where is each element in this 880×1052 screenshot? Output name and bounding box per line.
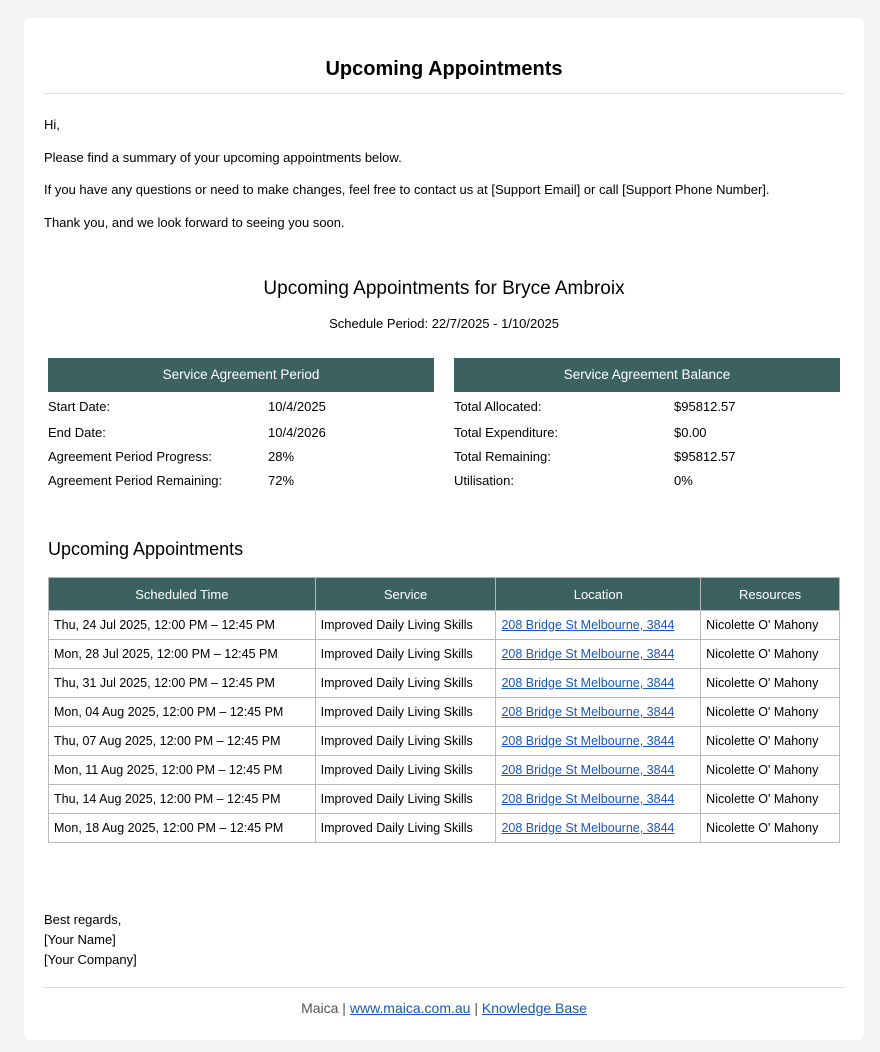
kv-value: 0% — [674, 473, 693, 488]
cell-location — [496, 785, 701, 814]
email-title: Upcoming Appointments — [325, 58, 563, 80]
cell-location — [496, 698, 701, 727]
schedule-period: Schedule Period: 22/7/2025 - 1/10/2025 — [329, 316, 559, 331]
agreement-balance-header: Service Agreement Balance — [454, 358, 840, 392]
cell-service: Improved Daily Living Skills — [315, 640, 496, 669]
cell-location — [496, 756, 701, 785]
cell-location — [496, 640, 701, 669]
cell-resource: Nicolette O' Mahony — [701, 814, 840, 843]
kv-label: Agreement Period Remaining: — [48, 473, 223, 488]
cell-scheduled-time: Mon, 28 Jul 2025, 12:00 PM – 12:45 PM — [49, 640, 316, 669]
cell-resource: Nicolette O' Mahony — [701, 669, 840, 698]
kv-label: Total Expenditure: — [454, 425, 559, 440]
kv-label: Start Date: — [48, 399, 111, 414]
column-header-service: Service — [315, 578, 496, 611]
cell-service: Improved Daily Living Skills — [315, 756, 496, 785]
location-link[interactable]: 208 Bridge St Melbourne, 3844 — [501, 821, 675, 835]
kv-row — [48, 473, 434, 497]
signer-name: [Your Name] — [44, 932, 116, 947]
location-link[interactable]: 208 Bridge St Melbourne, 3844 — [501, 676, 675, 690]
website-link[interactable]: www.maica.com.au — [349, 1000, 471, 1016]
cell-scheduled-time: Mon, 04 Aug 2025, 12:00 PM – 12:45 PM — [49, 698, 316, 727]
table-row — [49, 785, 840, 814]
location-link[interactable]: 208 Bridge St Melbourne, 3844 — [501, 618, 675, 632]
kv-row — [454, 473, 840, 497]
cell-scheduled-time: Mon, 11 Aug 2025, 12:00 PM – 12:45 PM — [49, 756, 316, 785]
agreement-period-panel — [48, 358, 434, 497]
cell-location — [496, 611, 701, 640]
cell-resource: Nicolette O' Mahony — [701, 640, 840, 669]
location-link[interactable]: 208 Bridge St Melbourne, 3844 — [501, 734, 675, 748]
appointments-heading: Upcoming Appointments — [48, 539, 244, 559]
table-row — [49, 814, 840, 843]
cell-service: Improved Daily Living Skills — [315, 785, 496, 814]
appointments-table — [48, 577, 840, 843]
greeting: Hi, — [44, 117, 60, 132]
footer-separator: | — [470, 1000, 482, 1016]
cell-service: Improved Daily Living Skills — [315, 727, 496, 756]
cell-scheduled-time: Thu, 07 Aug 2025, 12:00 PM – 12:45 PM — [49, 727, 316, 756]
kv-label: Utilisation: — [454, 473, 514, 488]
kv-row — [454, 449, 840, 473]
kv-row — [454, 423, 840, 449]
intro-text: Please find a summary of your upcoming appointments below. — [44, 150, 402, 165]
thanks-text: Thank you, and we look forward to seeing you soon. — [44, 215, 345, 230]
table-row — [49, 611, 840, 640]
kv-value: 10/4/2025 — [268, 399, 326, 414]
location-link[interactable]: 208 Bridge St Melbourne, 3844 — [501, 792, 675, 806]
table-row — [49, 640, 840, 669]
table-row — [49, 669, 840, 698]
cell-service: Improved Daily Living Skills — [315, 611, 496, 640]
kv-value: 28% — [268, 449, 295, 464]
location-link[interactable]: 208 Bridge St Melbourne, 3844 — [501, 705, 675, 719]
divider — [44, 987, 844, 988]
closing-text: Best regards, — [44, 912, 122, 927]
cell-service: Improved Daily Living Skills — [315, 698, 496, 727]
table-row — [49, 698, 840, 727]
kv-row — [48, 449, 434, 473]
kv-label: Agreement Period Progress: — [48, 449, 213, 464]
kv-row — [48, 423, 434, 449]
column-header-scheduled-time: Scheduled Time — [49, 578, 316, 611]
kv-value: $95812.57 — [674, 449, 736, 464]
table-row — [49, 756, 840, 785]
kv-label: End Date: — [48, 425, 106, 440]
cell-service: Improved Daily Living Skills — [315, 669, 496, 698]
kv-label: Total Remaining: — [454, 449, 551, 464]
kv-value: 10/4/2026 — [268, 425, 326, 440]
contact-text: If you have any questions or need to make changes, feel free to contact us at [Support Email] or call [Support Phone Number]. — [44, 182, 770, 197]
kv-row — [48, 399, 434, 423]
kv-label: Total Allocated: — [454, 399, 542, 414]
signer-company: [Your Company] — [44, 952, 137, 967]
footer — [24, 1000, 864, 1016]
agreement-balance-panel — [454, 358, 840, 497]
cell-scheduled-time: Thu, 24 Jul 2025, 12:00 PM – 12:45 PM — [49, 611, 316, 640]
cell-scheduled-time: Thu, 31 Jul 2025, 12:00 PM – 12:45 PM — [49, 669, 316, 698]
kv-value: $95812.57 — [674, 399, 736, 414]
cell-location — [496, 814, 701, 843]
column-header-resources: Resources — [701, 578, 840, 611]
cell-resource: Nicolette O' Mahony — [701, 785, 840, 814]
email-card — [24, 18, 864, 1040]
cell-resource: Nicolette O' Mahony — [701, 727, 840, 756]
cell-resource: Nicolette O' Mahony — [701, 756, 840, 785]
table-header-row — [49, 578, 840, 611]
divider — [44, 93, 844, 94]
signature — [44, 910, 137, 970]
location-link[interactable]: 208 Bridge St Melbourne, 3844 — [501, 647, 675, 661]
cell-scheduled-time: Mon, 18 Aug 2025, 12:00 PM – 12:45 PM — [49, 814, 316, 843]
cell-scheduled-time: Thu, 14 Aug 2025, 12:00 PM – 12:45 PM — [49, 785, 316, 814]
cell-resource: Nicolette O' Mahony — [701, 698, 840, 727]
kv-value: $0.00 — [674, 425, 707, 440]
summary-heading: Upcoming Appointments for Bryce Ambroix — [263, 278, 625, 299]
footer-separator: | — [338, 1000, 350, 1016]
cell-location — [496, 727, 701, 756]
column-header-location: Location — [496, 578, 701, 611]
agreement-period-header: Service Agreement Period — [48, 358, 434, 392]
kv-row — [454, 399, 840, 423]
cell-service: Improved Daily Living Skills — [315, 814, 496, 843]
cell-location — [496, 669, 701, 698]
table-row — [49, 727, 840, 756]
location-link[interactable]: 208 Bridge St Melbourne, 3844 — [501, 763, 675, 777]
kv-value: 72% — [268, 473, 295, 488]
knowledge-base-link[interactable]: Knowledge Base — [481, 1000, 587, 1016]
cell-resource: Nicolette O' Mahony — [701, 611, 840, 640]
footer-brand: Maica — [301, 1000, 339, 1016]
